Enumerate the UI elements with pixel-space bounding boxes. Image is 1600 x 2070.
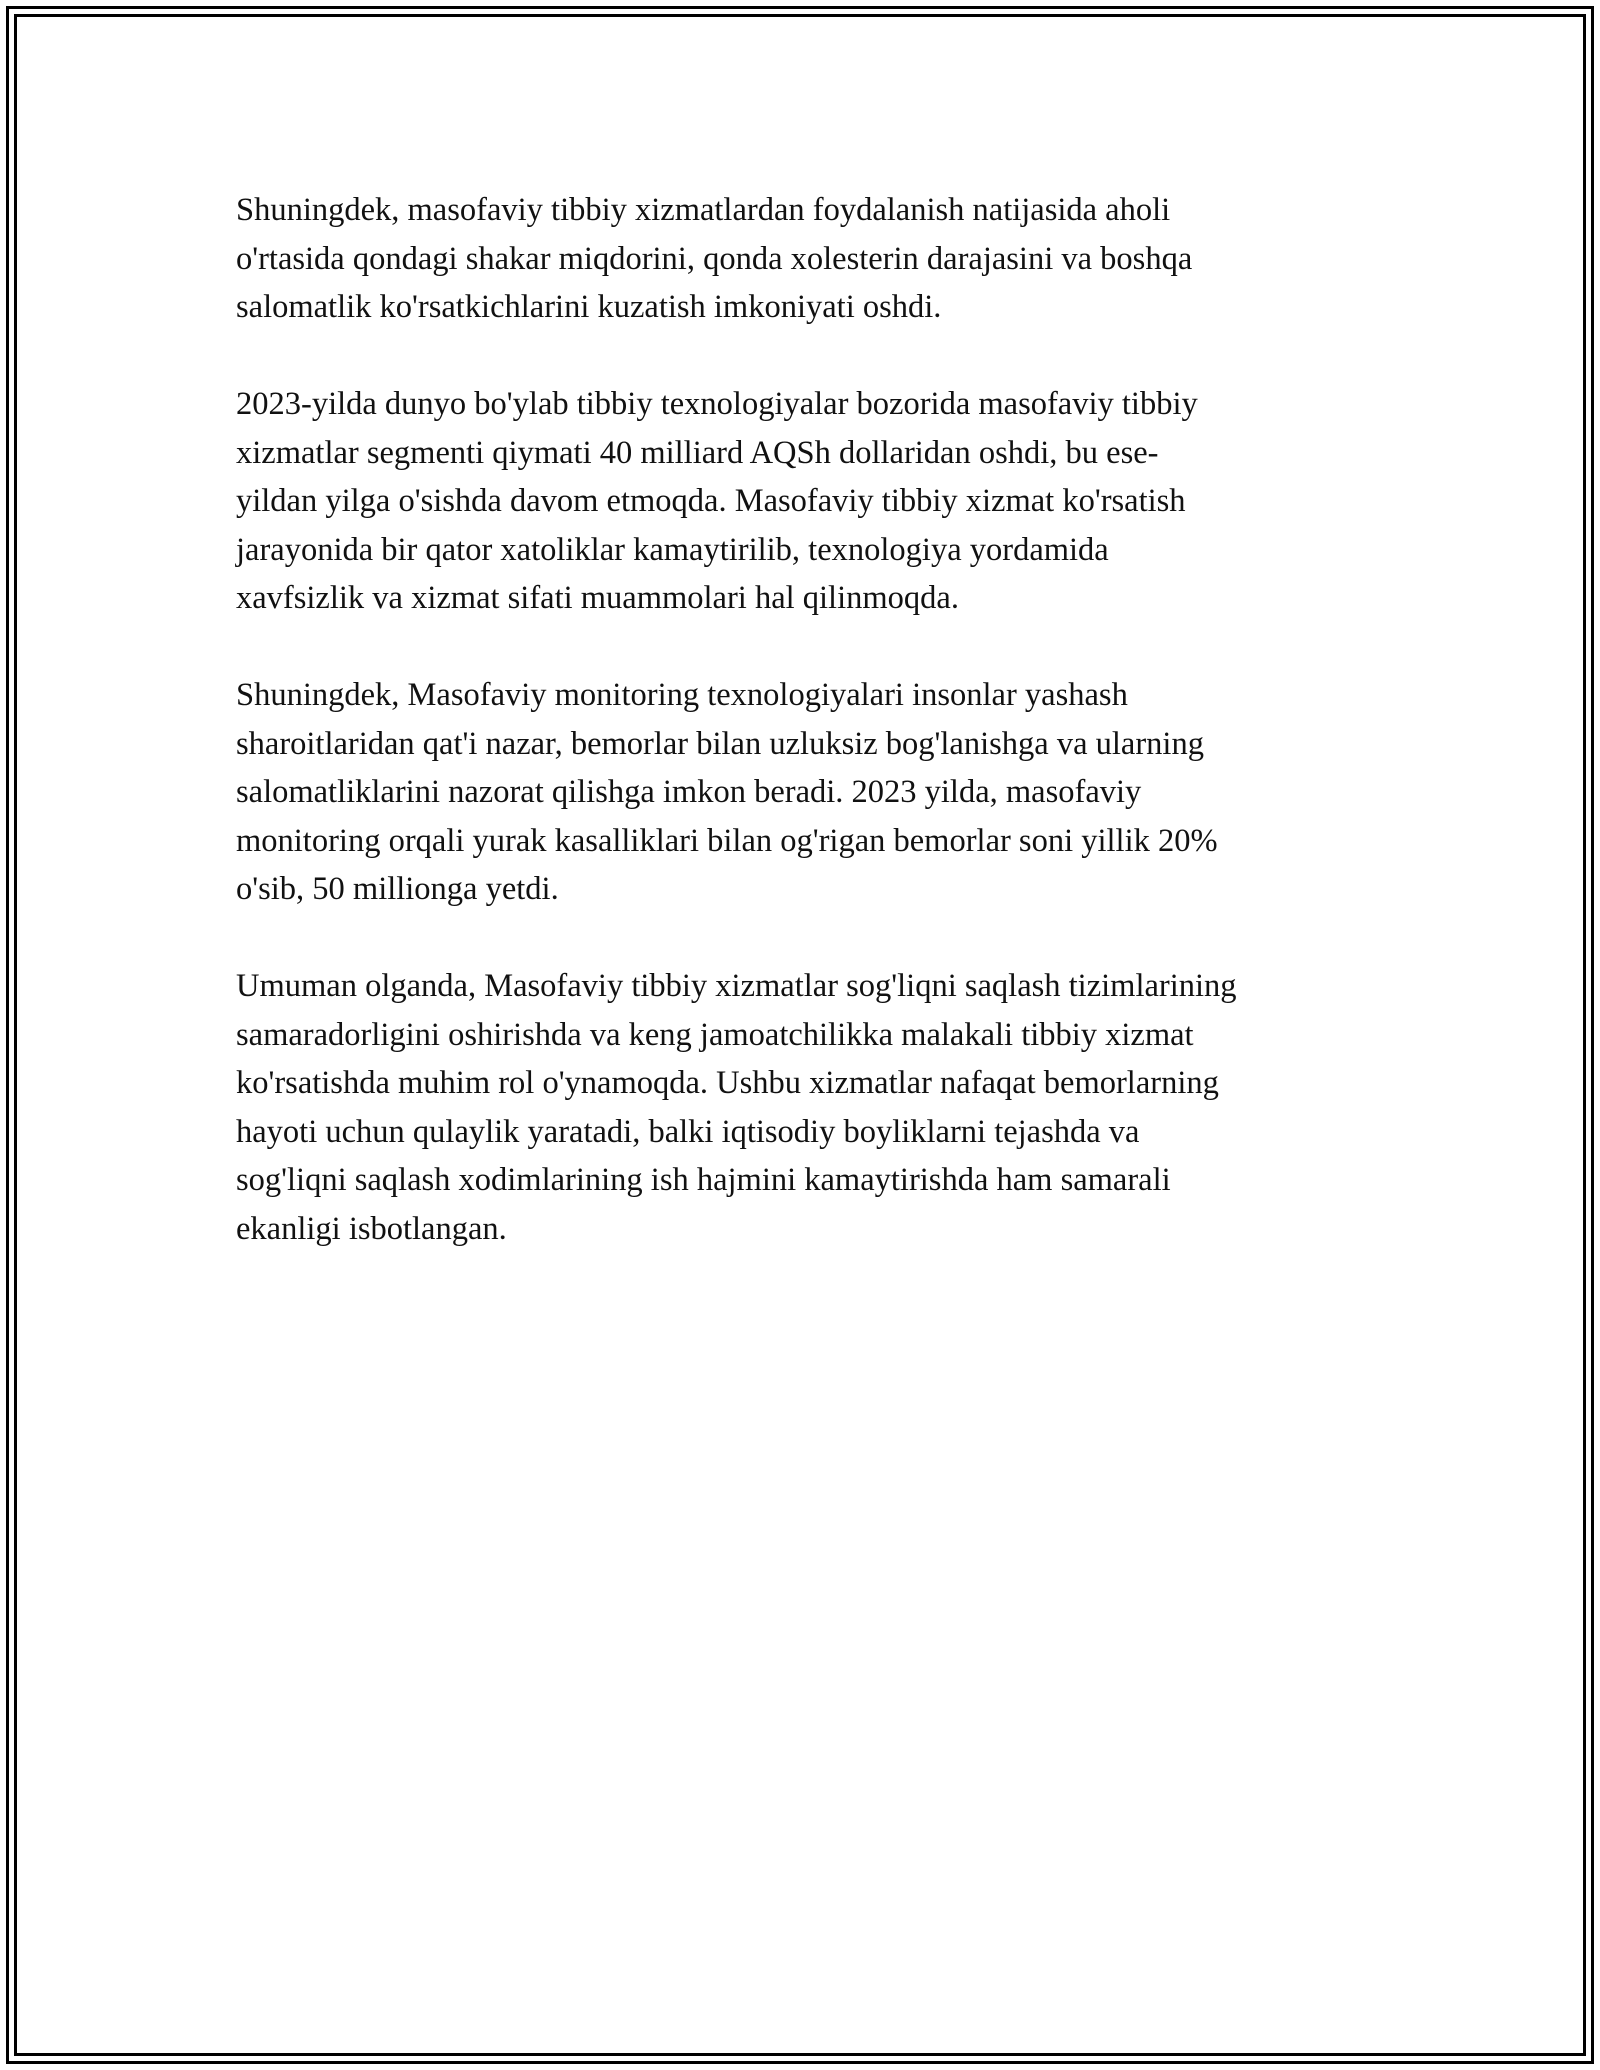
paragraph-1 bbox=[236, 186, 1386, 332]
text-line: sog'liqni saqlash xodimlarining ish hajmini kamaytirishda ham samarali bbox=[236, 1162, 1171, 1198]
text-line: salomatliklarini nazorat qilishga imkon beradi. 2023 yilda, masofaviy bbox=[236, 774, 1142, 810]
paragraph-2 bbox=[236, 380, 1386, 623]
text-line: o'rtasida qondagi shakar miqdorini, qonda xolesterin darajasini va boshqa bbox=[236, 240, 1193, 277]
paragraph-4 bbox=[236, 962, 1386, 1253]
text-line: sharoitlaridan qat'i nazar, bemorlar bilan uzluksiz bog'lanishga va ularning bbox=[236, 725, 1204, 762]
text-line: ekanligi isbotlangan. bbox=[236, 1210, 507, 1247]
text-line: samaradorligini oshirishda va keng jamoatchilikka malakali tibbiy xizmat bbox=[236, 1016, 1194, 1053]
text-line: jarayonida bir qator xatoliklar kamaytirilib, texnologiya yordamida bbox=[236, 531, 1109, 568]
text-line: monitoring orqali yurak kasalliklari bilan og'rigan bemorlar soni yillik 20% bbox=[236, 822, 1218, 859]
text-line: hayoti uchun qulaylik yaratadi, balki iqtisodiy boyliklarni tejashda va bbox=[236, 1113, 1140, 1150]
text-line: Umuman olganda, Masofaviy tibbiy xizmatlar sog'liqni saqlash tizimlarining bbox=[236, 968, 1237, 1004]
document-body bbox=[236, 186, 1386, 1302]
paragraph-3 bbox=[236, 671, 1386, 914]
text-line: Shuningdek, Masofaviy monitoring texnologiyalari insonlar yashash bbox=[236, 677, 1128, 713]
text-line: ko'rsatishda muhim rol o'ynamoqda. Ushbu xizmatlar nafaqat bemorlarning bbox=[236, 1065, 1219, 1101]
text-line: o'sib, 50 millionga yetdi. bbox=[236, 871, 559, 907]
text-line: Shuningdek, masofaviy tibbiy xizmatlardan foydalanish natijasida aholi bbox=[236, 192, 1171, 228]
text-line: xavfsizlik va xizmat sifati muammolari hal qilinmoqda. bbox=[236, 580, 959, 616]
text-line: xizmatlar segmenti qiymati 40 milliard AQSh dollaridan oshdi, bu ese- bbox=[236, 434, 1159, 471]
text-line: 2023-yilda dunyo bo'ylab tibbiy texnologiyalar bozorida masofaviy tibbiy bbox=[236, 386, 1198, 422]
text-line: yildan yilga o'sishda davom etmoqda. Masofaviy tibbiy xizmat ko'rsatish bbox=[236, 483, 1186, 519]
text-line: salomatlik ko'rsatkichlarini kuzatish imkoniyati oshdi. bbox=[236, 289, 942, 325]
